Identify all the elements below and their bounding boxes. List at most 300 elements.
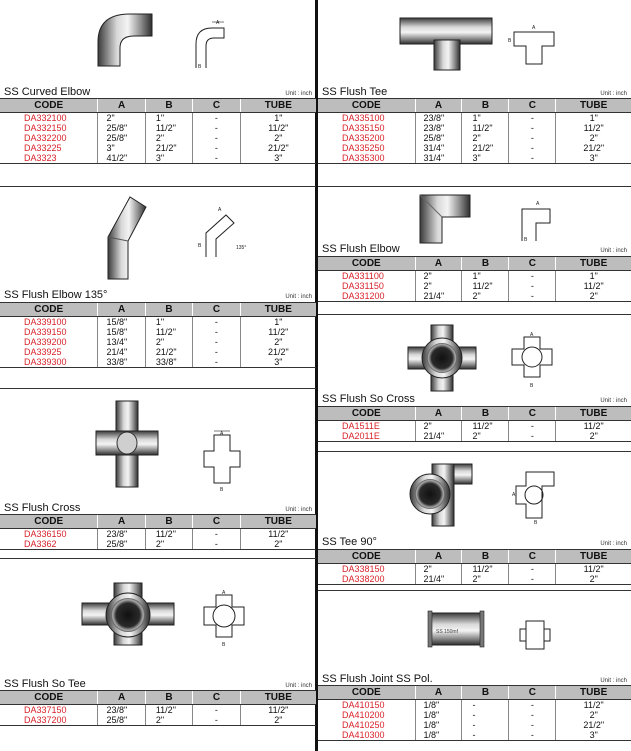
cell-c: - (509, 153, 556, 164)
section-title: SS Flush Elbow (322, 243, 400, 255)
table-row (0, 153, 316, 164)
section-flush-elbow (318, 187, 631, 313)
cell-b: 11/2" (462, 123, 509, 133)
cell-tube: 2" (556, 710, 631, 720)
tee-90-drawing (512, 466, 558, 526)
section-title: SS Flush So Tee (4, 678, 86, 690)
tee-90-photo (406, 460, 476, 530)
column-header-code: CODE (318, 257, 415, 271)
cell-a: 25/8" (98, 123, 145, 133)
cell-code: DA335150 (342, 123, 385, 133)
section-flush-so-cross (318, 315, 631, 445)
table-row (318, 291, 631, 302)
curved-elbow-table (0, 98, 316, 164)
tee-90-table (318, 549, 631, 585)
cell-code: DA337200 (0, 715, 98, 726)
svg-text:A: A (216, 20, 220, 26)
column-header-a: A (98, 303, 145, 317)
cell-b: - (462, 710, 509, 720)
cell-a: 21/4" (415, 291, 462, 302)
table-row (318, 153, 631, 164)
cell-c: - (193, 317, 240, 328)
column-header-code: CODE (0, 99, 98, 113)
cell-c: - (509, 720, 556, 730)
cell-tube: 21/2" (240, 347, 316, 357)
section-title: SS Flush Tee (322, 86, 388, 98)
flush-so-tee-table (0, 690, 316, 726)
flush-joint-drawing (514, 617, 558, 653)
flush-elbow-table (318, 256, 631, 302)
cell-b: 11/2" (145, 529, 192, 540)
column-header-a: A (415, 686, 462, 700)
svg-text:B: B (198, 64, 202, 70)
cell-c: - (509, 700, 556, 711)
table-row (0, 529, 316, 540)
cell-code: DA331100 (342, 271, 384, 281)
svg-text:B: B (534, 520, 538, 526)
cell-a: 25/8" (98, 539, 145, 550)
cell-tube: 2" (240, 539, 316, 550)
unit-label: Unit : inch (285, 91, 312, 97)
table-row (318, 700, 631, 711)
cell-b: 21/2" (145, 347, 192, 357)
section-title: SS Flush Cross (4, 502, 81, 514)
cell-b: 3" (145, 153, 192, 164)
cell-c: - (509, 123, 556, 133)
cell-c: - (193, 153, 240, 164)
unit-label: Unit : inch (600, 91, 627, 97)
cell-c: - (193, 705, 240, 716)
table-row (318, 431, 631, 442)
svg-text:A: A (536, 201, 540, 207)
column-header-b: B (462, 407, 509, 421)
flush-joint-title-row (318, 671, 631, 685)
cell-c: - (509, 291, 556, 302)
cell-code: DA339300 (0, 357, 98, 368)
cell-b: 2" (462, 133, 509, 143)
table-row (318, 710, 631, 720)
column-header-code: CODE (318, 550, 415, 564)
cell-code: DA2011E (318, 431, 415, 442)
column-header-c: C (193, 99, 240, 113)
cell-c: - (193, 143, 240, 153)
cell-tube: 2" (556, 133, 631, 143)
cell-tube: 2" (240, 715, 316, 726)
cell-c: - (193, 327, 240, 337)
flush-cross-table (0, 514, 316, 550)
column-header-code: CODE (0, 515, 98, 529)
svg-text:B: B (508, 38, 512, 44)
cell-b: 11/2" (145, 327, 192, 337)
table-row (0, 113, 316, 124)
section-title: SS Tee 90° (322, 536, 377, 548)
cell-c: - (509, 421, 556, 432)
flush-joint-photo (426, 607, 486, 651)
unit-label: Unit : inch (600, 248, 627, 254)
flush-so-cross-drawing (506, 331, 558, 391)
cell-code: DA410200 (342, 710, 385, 720)
cell-c: - (509, 564, 556, 575)
svg-text:A: A (218, 207, 222, 213)
table-row (318, 281, 631, 291)
cell-a: 41/2" (98, 153, 145, 164)
unit-label: Unit : inch (285, 294, 312, 300)
flush-tee-table (318, 98, 631, 164)
column-header-code: CODE (318, 99, 415, 113)
flush-so-tee-title-row (0, 676, 316, 690)
cell-b: 21/2" (462, 143, 509, 153)
cell-b: 2" (145, 133, 192, 143)
table-row (318, 421, 631, 432)
cell-a: 1/8" (415, 710, 462, 720)
cell-tube: 2" (240, 133, 316, 143)
flush-elbow-title-row (318, 241, 631, 255)
svg-text:B: B (198, 243, 202, 249)
cell-tube: 1" (240, 317, 316, 328)
cell-c: - (509, 281, 556, 291)
cell-code: DA335200 (342, 133, 385, 143)
column-header-b: B (145, 303, 192, 317)
cell-code: DA332200 (24, 133, 67, 143)
column-header-b: B (462, 550, 509, 564)
cell-b: 11/2" (462, 564, 509, 575)
cell-code: DA331200 (318, 291, 415, 302)
cell-c: - (193, 123, 240, 133)
cell-a: 1/8" (415, 730, 462, 741)
column-header-b: B (145, 515, 192, 529)
cell-c: - (193, 529, 240, 540)
flush-so-tee-photo (78, 579, 178, 649)
cell-a: 33/8" (98, 357, 145, 368)
cell-a: 23/8" (98, 705, 145, 716)
cell-b: 11/2" (462, 421, 509, 432)
cell-tube: 2" (556, 291, 631, 302)
cell-tube: 21/2" (240, 143, 316, 153)
column-header-tube: TUBE (240, 99, 316, 113)
section-flush-tee (318, 0, 631, 186)
cell-code: DA335100 (342, 113, 385, 123)
table-row (0, 357, 316, 368)
flush-elbow-135-title-row (0, 287, 316, 301)
cell-code: DA335300 (318, 153, 415, 164)
cell-tube: 11/2" (240, 123, 316, 133)
section-flush-so-tee (0, 559, 316, 751)
cell-b: 21/2" (145, 143, 192, 153)
table-row (318, 271, 631, 282)
svg-text:A: A (532, 25, 536, 31)
cell-a: 13/4" (98, 337, 145, 347)
cell-b: 2" (145, 715, 192, 726)
column-header-tube: TUBE (240, 691, 316, 705)
table-row (318, 574, 631, 585)
cell-tube: 2" (556, 431, 631, 442)
cell-c: - (193, 715, 240, 726)
cell-c: - (509, 143, 556, 153)
cell-tube: 3" (556, 730, 631, 741)
cell-a: 2" (415, 564, 462, 575)
cell-a: 1/8" (415, 700, 462, 711)
column-header-a: A (415, 257, 462, 271)
cell-a: 3" (98, 143, 145, 153)
cell-c: - (509, 113, 556, 124)
flush-elbow-135-photo (100, 193, 150, 283)
column-header-c: C (193, 303, 240, 317)
cell-c: - (509, 574, 556, 585)
svg-text:B: B (524, 237, 528, 243)
cell-code: DA336150 (24, 529, 67, 539)
table-row (0, 327, 316, 337)
column-header-tube: TUBE (240, 303, 316, 317)
cell-b: - (462, 700, 509, 711)
cell-c: - (193, 357, 240, 368)
cell-a: 21/4" (415, 574, 462, 585)
column-header-b: B (462, 257, 509, 271)
cell-c: - (509, 271, 556, 282)
cell-tube: 3" (240, 153, 316, 164)
table-row (0, 715, 316, 726)
column-header-code: CODE (318, 407, 415, 421)
cell-b: - (462, 720, 509, 730)
cell-a: 23/8" (415, 113, 462, 124)
cell-c: - (509, 431, 556, 442)
table-row (0, 539, 316, 550)
flush-tee-title-row (318, 84, 631, 98)
cell-tube: 21/2" (556, 143, 631, 153)
table-row (318, 123, 631, 133)
cell-a: 25/8" (98, 133, 145, 143)
cell-b: 3" (462, 153, 509, 164)
cell-code: DA337150 (24, 705, 67, 715)
cell-tube: 3" (240, 357, 316, 368)
cell-a: 2" (415, 271, 462, 282)
cell-tube: 11/2" (240, 327, 316, 337)
section-flush-joint (318, 591, 631, 751)
flush-elbow-135-drawing (196, 201, 256, 263)
flush-cross-title-row (0, 500, 316, 514)
cell-code: DA33925 (24, 347, 62, 357)
cell-b: 33/8" (145, 357, 192, 368)
cell-c: - (509, 730, 556, 741)
cell-b: 1" (145, 317, 192, 328)
cell-a: 23/8" (415, 123, 462, 133)
column-header-tube: TUBE (556, 257, 631, 271)
column-header-code: CODE (0, 691, 98, 705)
unit-label: Unit : inch (285, 507, 312, 513)
svg-text:A: A (530, 332, 534, 338)
section-title: SS Curved Elbow (4, 86, 91, 98)
column-header-b: B (462, 99, 509, 113)
column-header-a: A (98, 691, 145, 705)
cell-tube: 11/2" (556, 123, 631, 133)
table-row (318, 730, 631, 741)
column-header-code: CODE (0, 303, 98, 317)
cell-code: DA1511E (342, 421, 380, 431)
cell-code: DA3323 (0, 153, 98, 164)
cell-b: 2" (462, 574, 509, 585)
unit-label: Unit : inch (600, 541, 627, 547)
cell-b: 2" (462, 431, 509, 442)
cell-b: 11/2" (145, 705, 192, 716)
cell-tube: 2" (240, 337, 316, 347)
cell-code: DA33225 (24, 143, 62, 153)
cell-code: DA339200 (24, 337, 67, 347)
cell-tube: 11/2" (556, 421, 631, 432)
column-header-tube: TUBE (556, 686, 631, 700)
cell-code: DA338200 (318, 574, 415, 585)
column-header-c: C (509, 99, 556, 113)
table-row (0, 705, 316, 716)
cell-b: 2" (462, 291, 509, 302)
section-title: SS Flush So Cross (322, 393, 415, 405)
column-header-c: C (509, 257, 556, 271)
section-flush-elbow-135 (0, 187, 316, 387)
cell-code: DA335250 (342, 143, 385, 153)
column-header-b: B (145, 691, 192, 705)
cell-code: DA339150 (24, 327, 67, 337)
table-row (0, 347, 316, 357)
section-flush-cross (0, 389, 316, 554)
flush-so-cross-table (318, 406, 631, 442)
svg-text:A: A (512, 492, 516, 498)
svg-text:A: A (222, 590, 226, 596)
table-row (0, 337, 316, 347)
cell-b: 1" (462, 271, 509, 282)
cell-a: 31/4" (415, 143, 462, 153)
cell-c: - (193, 539, 240, 550)
cell-a: 23/8" (98, 529, 145, 540)
angle-label: 135° (236, 245, 247, 251)
flush-so-cross-title-row (318, 391, 631, 405)
cell-a: 1/8" (415, 720, 462, 730)
cell-b: - (462, 730, 509, 741)
cell-b: 1" (145, 113, 192, 124)
svg-text:A: A (220, 431, 224, 437)
cell-a: 2" (415, 421, 462, 432)
cell-tube: 21/2" (556, 720, 631, 730)
cell-b: 2" (145, 337, 192, 347)
cell-a: 15/8" (98, 327, 145, 337)
unit-label: Unit : inch (600, 398, 627, 404)
cell-a: 15/8" (98, 317, 145, 328)
cell-code: DA332100 (24, 113, 67, 123)
column-header-a: A (415, 550, 462, 564)
column-header-c: C (193, 515, 240, 529)
cell-code: DA3362 (0, 539, 98, 550)
table-row (0, 133, 316, 143)
section-tee-90 (318, 452, 631, 588)
cell-b: 2" (145, 539, 192, 550)
unit-label: Unit : inch (600, 678, 627, 684)
column-header-c: C (509, 686, 556, 700)
cell-code: DA331150 (342, 281, 384, 291)
cell-c: - (509, 710, 556, 720)
table-row (318, 720, 631, 730)
unit-label: Unit : inch (285, 683, 312, 689)
cell-tube: 11/2" (240, 529, 316, 540)
curved-elbow-drawing (188, 18, 228, 70)
svg-text:B: B (220, 487, 224, 493)
cell-tube: 11/2" (556, 564, 631, 575)
column-header-a: A (415, 99, 462, 113)
cell-c: - (193, 337, 240, 347)
cell-tube: 1" (556, 113, 631, 124)
flush-so-tee-drawing (200, 589, 250, 649)
cell-b: 1" (462, 113, 509, 124)
tee-90-title-row (318, 534, 631, 548)
column-header-b: B (462, 686, 509, 700)
flush-cross-drawing (200, 429, 244, 493)
section-curved-elbow (0, 0, 316, 180)
cell-b: 11/2" (462, 281, 509, 291)
section-title: SS Flush Joint SS Pol. (322, 673, 433, 685)
column-header-b: B (145, 99, 192, 113)
column-header-tube: TUBE (240, 515, 316, 529)
cell-c: - (193, 113, 240, 124)
table-row (318, 133, 631, 143)
column-header-tube: TUBE (556, 99, 631, 113)
flush-joint-table (318, 685, 631, 741)
cell-a: 2" (415, 281, 462, 291)
cell-code: DA410150 (342, 700, 385, 710)
column-header-c: C (509, 550, 556, 564)
table-row (318, 143, 631, 153)
cell-a: 21/4" (415, 431, 462, 442)
curved-elbow-photo (90, 8, 160, 68)
cell-tube: 3" (556, 153, 631, 164)
cell-tube: 2" (556, 574, 631, 585)
curved-elbow-title-row (0, 84, 316, 98)
svg-text:B: B (222, 642, 226, 648)
column-header-a: A (98, 515, 145, 529)
cell-a: 2" (98, 113, 145, 124)
column-header-a: A (415, 407, 462, 421)
flush-elbow-drawing (514, 197, 554, 243)
cell-code: DA338150 (342, 564, 385, 574)
table-row (0, 143, 316, 153)
section-title: SS Flush Elbow 135° (4, 289, 108, 301)
flush-cross-photo (92, 399, 162, 489)
table-row (318, 564, 631, 575)
cell-a: 31/4" (415, 153, 462, 164)
cell-c: - (509, 133, 556, 143)
cell-code: DA339100 (24, 317, 67, 327)
column-header-tube: TUBE (556, 407, 631, 421)
column-header-tube: TUBE (556, 550, 631, 564)
cell-code: DA410250 (342, 720, 385, 730)
cell-tube: 11/2" (556, 700, 631, 711)
flush-elbow-135-table (0, 302, 316, 368)
flush-elbow-photo (414, 191, 474, 245)
cell-a: 25/8" (98, 715, 145, 726)
column-header-c: C (193, 691, 240, 705)
cell-c: - (193, 133, 240, 143)
flush-tee-photo (396, 12, 496, 72)
cell-tube: 11/2" (556, 281, 631, 291)
table-row (318, 113, 631, 124)
cell-a: 21/4" (98, 347, 145, 357)
cell-c: - (193, 347, 240, 357)
cell-b: 11/2" (145, 123, 192, 133)
cell-code: DA410300 (318, 730, 415, 741)
column-header-a: A (98, 99, 145, 113)
svg-text:B: B (530, 383, 534, 389)
column-header-code: CODE (318, 686, 415, 700)
cell-tube: 11/2" (240, 705, 316, 716)
cell-a: 25/8" (415, 133, 462, 143)
flush-tee-drawing (508, 22, 560, 72)
cell-tube: 1" (240, 113, 316, 124)
column-header-c: C (509, 407, 556, 421)
